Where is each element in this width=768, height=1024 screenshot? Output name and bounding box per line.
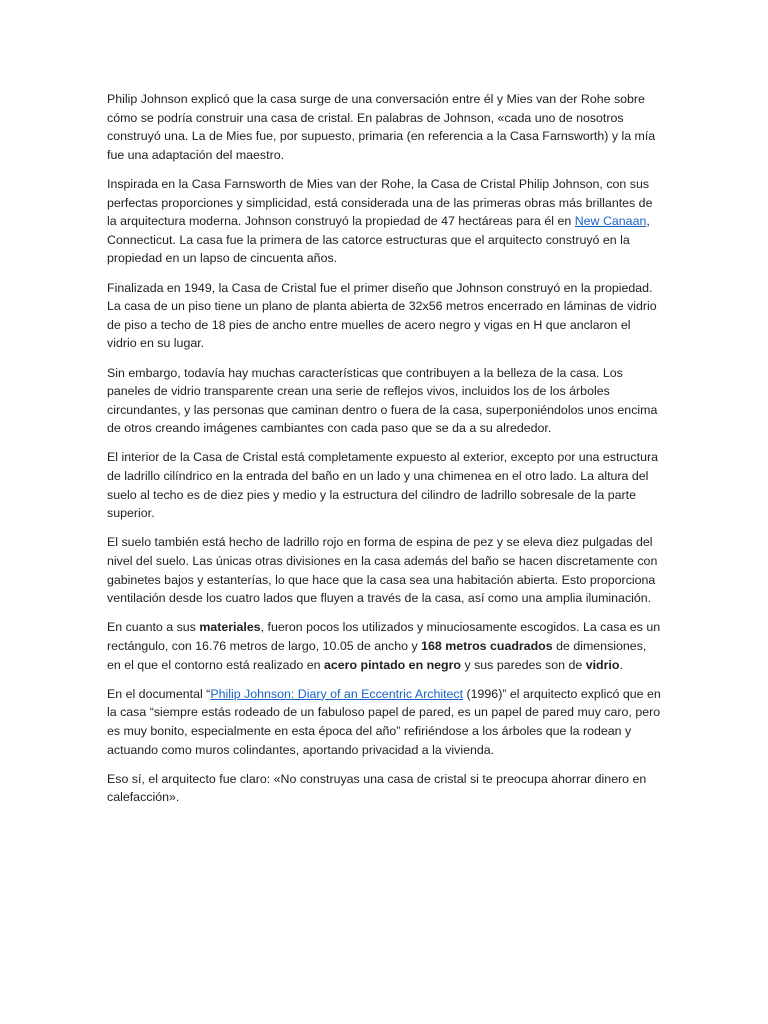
paragraph-7-text-2: , fueron pocos los utilizados y minuciosamente escogidos. La casa es un rectángulo, con 16.76 metros de largo, 10.05 de ancho y <box>107 620 661 653</box>
paragraph-3: Finalizada en 1949, la Casa de Cristal fue el primer diseño que Johnson construyó en la propiedad. La casa de un piso tiene un plano de planta abierta de 32x56 metros encerrado en láminas de vidrio de piso a techo de 18 pies de ancho entre muelles de acero negro y vigas en H que anclaron el vidrio en su lugar. <box>107 280 657 351</box>
paragraph-2-text-b: , Connecticut. La casa fue la primera de las catorce estructuras que el arquitecto construyó en la propiedad en un lapso de cincuenta años. <box>107 214 650 266</box>
paragraph-8-text-a: En el documental “ <box>107 686 211 701</box>
paragraph-6: El suelo también está hecho de ladrillo rojo en forma de espina de pez y se eleva diez pulgadas del nivel del suelo. Las únicas otras divisiones en la casa además del baño se hacen discretamente con gabinetes bajos y estanterías, lo que hace que la casa sea una habitación abierta. Esto proporciona ventilación desde los cuatro lados que fluyen a través de la casa, así como una amplia iluminación. <box>107 535 658 606</box>
black-steel-bold: acero pintado en negro <box>324 657 462 672</box>
document-page <box>107 90 662 818</box>
documentary-link[interactable]: Philip Johnson: Diary of an Eccentric Architect <box>210 686 464 701</box>
paragraph-8 <box>107 685 662 759</box>
paragraph-7-text-4: y sus paredes son de <box>461 657 586 672</box>
new-canaan-link[interactable]: New Canaan <box>574 214 647 229</box>
paragraph-9: Eso sí, el arquitecto fue claro: «No construyas una casa de cristal si te preocupa ahorrar dinero en calefacción». <box>107 771 647 805</box>
paragraph-5: El interior de la Casa de Cristal está completamente expuesto al exterior, excepto por una estructura de ladrillo cilíndrico en la entrada del baño en un lado y una chimenea en el otro lado. La altura del suelo al techo es de diez pies y medio y la estructura del cilindro de ladrillo sobresale de la parte superior. <box>107 450 658 521</box>
paragraph-4: Sin embargo, todavía hay muchas características que contribuyen a la belleza de la casa. Los paneles de vidrio transparente crean una serie de reflejos vivos, incluidos los de los árboles circundantes, y las personas que caminan dentro o fuera de la casa, superponiéndolos unos encima de otros creando imágenes cambiantes con cada paso que se da a su alrededor. <box>107 365 658 436</box>
paragraph-7 <box>107 618 662 674</box>
paragraph-7-text-3: de dimensiones, en el que el contorno está realizado en <box>107 639 647 672</box>
paragraph-2-text-a: Inspirada en la Casa Farnsworth de Mies van der Rohe, la Casa de Cristal Philip Johnson, con sus perfectas proporciones y simplicidad, está considerada una de las primeras obras más brillantes de la arquitectura moderna. Johnson construyó la propiedad de 47 hectáreas para él en <box>107 176 653 229</box>
square-meters-bold: 168 metros cuadrados <box>421 639 553 653</box>
materiales-bold: materiales <box>199 620 261 635</box>
paragraph-1: Philip Johnson explicó que la casa surge de una conversación entre él y Mies van der Rohe sobre cómo se podría construir una casa de cristal. En palabras de Johnson, «cada uno de nosotros construyó una. La de Mies fue, por supuesto, primaria (en referencia a la Casa Farnsworth) y la mía fue una adaptación del maestro. <box>107 92 656 162</box>
paragraph-7-text-5: . <box>619 657 623 672</box>
paragraph-2 <box>107 175 662 268</box>
paragraph-7-text-1: En cuanto a sus <box>107 620 200 635</box>
glass-bold: vidrio <box>585 657 620 672</box>
paragraph-8-text-b: (1996)” el arquitecto explicó que en la casa “siempre estás rodeado de un fabuloso papel de pared, es un papel de pared muy caro, pero es muy bonito, especialmente en esta época del año” refiriéndose a los árboles que la rodean y actuando como muros colindantes, aportando privacidad a la vivienda. <box>107 686 661 757</box>
